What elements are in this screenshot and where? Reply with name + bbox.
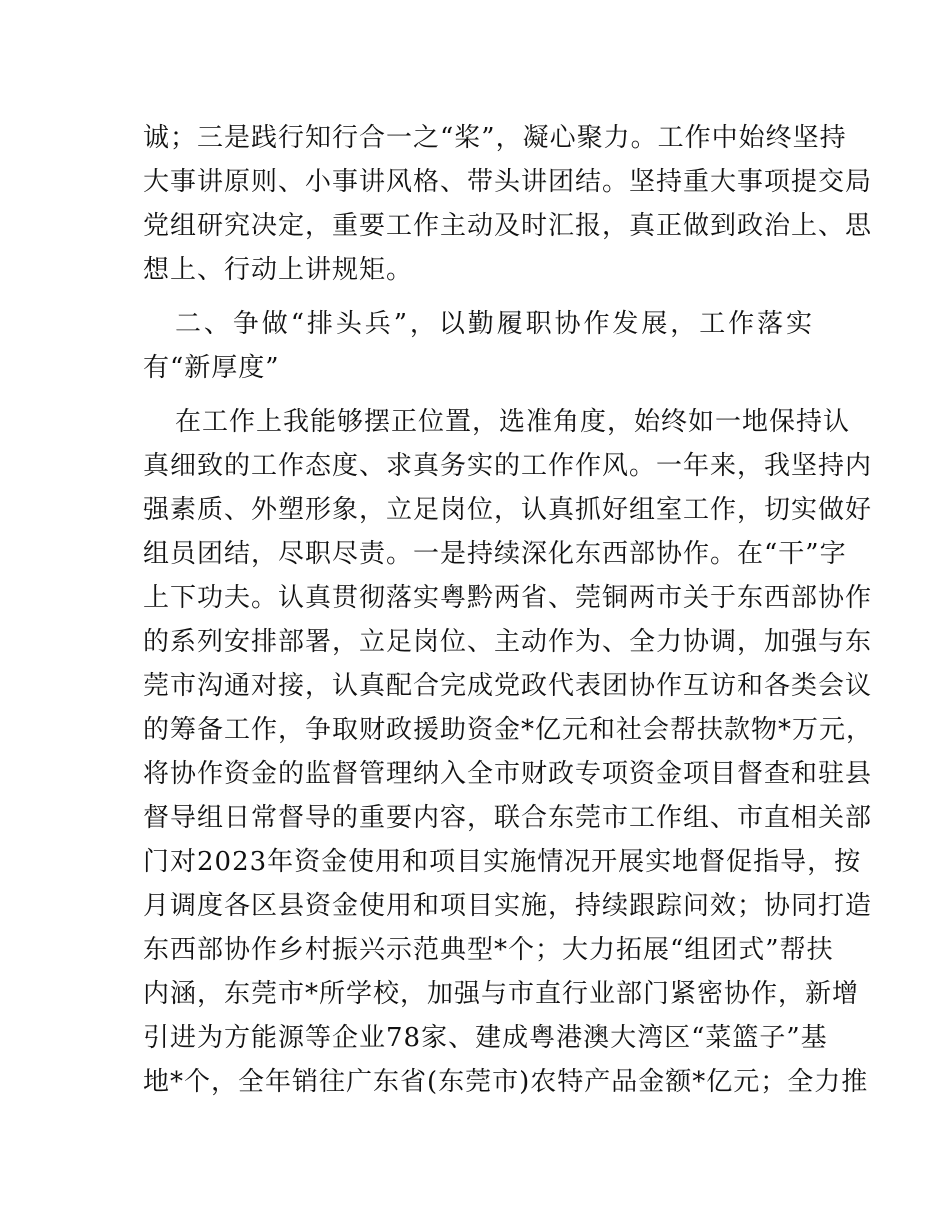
paragraph-1	[143, 116, 873, 292]
text-line: 大事讲原则、小事讲风格、带头讲团结。坚持重大事项提交局	[143, 167, 873, 197]
text-line: 月调度各区县资金使用和项目实施，持续跟踪问效；协同打造	[143, 891, 873, 921]
text-line: 督导组日常督导的重要内容，联合东莞市工作组、市直相关部	[143, 803, 873, 833]
text-line: 诚；三是践行知行合一之“桨”，凝心聚力。工作中始终坚持	[143, 123, 847, 153]
text-line: 组员团结，尽职尽责。一是持续深化东西部协作。在“干”字	[143, 539, 847, 569]
text-line: 的系列安排部署，立足岗位、主动作为、全力协调，加强与东	[143, 627, 873, 657]
text-line: 的筹备工作，争取财政援助资金*亿元和社会帮扶款物*万元，	[143, 715, 874, 745]
text-line: 真细致的工作态度、求真务实的工作作风。一年来，我坚持内	[143, 451, 873, 481]
section-heading	[143, 302, 813, 390]
text-line: 门对2023年资金使用和项目实施情况开展实地督促指导，按	[143, 847, 862, 877]
text-line: 强素质、外塑形象，立足岗位，认真抓好组室工作，切实做好	[143, 495, 873, 525]
text-line: 莞市沟通对接，认真配合完成党政代表团协作互访和各类会议	[143, 671, 873, 701]
text-line: 内涵，东莞市*所学校，加强与市直行业部门紧密协作，新增	[143, 979, 860, 1009]
text-line: 在工作上我能够摆正位置，选准角度，始终如一地保持认	[175, 407, 851, 437]
document-body	[143, 116, 874, 1104]
text-line: 想上、行动上讲规矩。	[143, 255, 414, 285]
paragraph-2	[143, 400, 874, 1104]
text-line: 党组研究决定，重要工作主动及时汇报，真正做到政治上、思	[143, 211, 873, 241]
text-line: 引进为方能源等企业78家、建成粤港澳大湾区“菜篮子”基	[143, 1023, 828, 1053]
text-line: 东西部协作乡村振兴示范典型*个；大力拓展“组团式”帮扶	[143, 935, 834, 965]
heading-line: 有“新厚度”	[143, 353, 280, 383]
text-line: 将协作资金的监督管理纳入全市财政专项资金项目督查和驻县	[143, 759, 873, 789]
text-line: 上下功夫。认真贯彻落实粤黔两省、莞铜两市关于东西部协作	[143, 583, 873, 613]
heading-line: 二、争做“排头兵”，以勤履职协作发展，工作落实	[175, 309, 813, 339]
text-line: 地*个，全年销往广东省(东莞市)农特产品金额*亿元；全力推	[143, 1067, 869, 1097]
